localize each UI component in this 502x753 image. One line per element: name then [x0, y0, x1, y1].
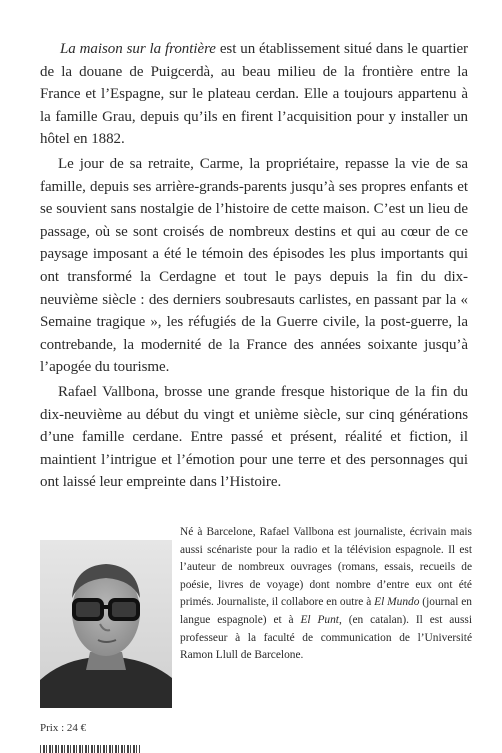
newspaper-el-mundo: El Mundo	[374, 596, 420, 609]
bio-text-2: (journal en langue espagnole) et à	[180, 596, 472, 626]
author-photo	[40, 540, 172, 708]
book-blurb	[40, 38, 468, 494]
author-bio-section	[40, 524, 472, 714]
bio-text-3: , (en catalan). Il est aussi professeur à la faculté de communication de l’Université Ramon Llull de Barcelone.	[180, 613, 473, 662]
author-bio-paragraph	[180, 524, 472, 665]
blurb-paragraph-2: Le jour de sa retraite, Carme, la propriétaire, repasse la vie de sa famille, depuis ses arrière-grands-parents jusqu’à ses propres enfants et se souvient sans nostalgie de l’histoire de cette maison. C’est un lieu de passage, où se sont croisés de nombreux destins et qui au cœur de ce paysage imposant a été le témoin des épisodes les plus importants qui ont transformé la Cerdagne et tout le pays depuis la fin du dix-neuvième siècle : des derniers soubresauts carlistes, en passant par la « Semaine tragique », les réfugiés de la Guerre civile, la post-guerre, la contrebande, la modernité de la France des années soixante jusqu’à l’apogée du tourisme.	[40, 155, 468, 376]
newspaper-el-punt: El Punt	[300, 613, 339, 626]
author-bio	[180, 524, 472, 665]
blurb-paragraph-1-text: est un établissement situé dans le quartier de la douane de Puigcerdà, au beau milieu de la frontière entre la France et l’Espagne, sur le plateau cerdan. Elle a toujours appartenu à la famille Grau, depuis qu’ils en firent l’acquisition pour y installer un hôtel en 1882.	[40, 41, 468, 148]
bio-text-1: Né à Barcelone, Rafael Vallbona est journaliste, écrivain mais aussi scénariste pour la radio et la télévision espagnole. Il est l’auteur de nombreux ouvrages (romans, essais, recueils de poésie, livres de voyage) dont nombre d’entre eux ont été primés. Journaliste, il collabore en outre à	[180, 526, 472, 609]
book-title: La maison sur la frontière	[60, 41, 216, 57]
blurb-paragraph-3: Rafael Vallbona, brosse une grande fresque historique de la fin du dix-neuvième au début du vingt et unième siècle, sur cinq générations d’une famille cerdane. Entre passé et présent, réalité et fiction, il maintient l’intrigue et l’émotion pour une terre et des personnages qui ont laissé leur empreinte dans l’Histoire.	[40, 383, 468, 491]
barcode-icon	[40, 745, 140, 753]
blurb-paragraph-1	[40, 38, 468, 151]
price-label: Prix : 24 €	[40, 722, 87, 734]
